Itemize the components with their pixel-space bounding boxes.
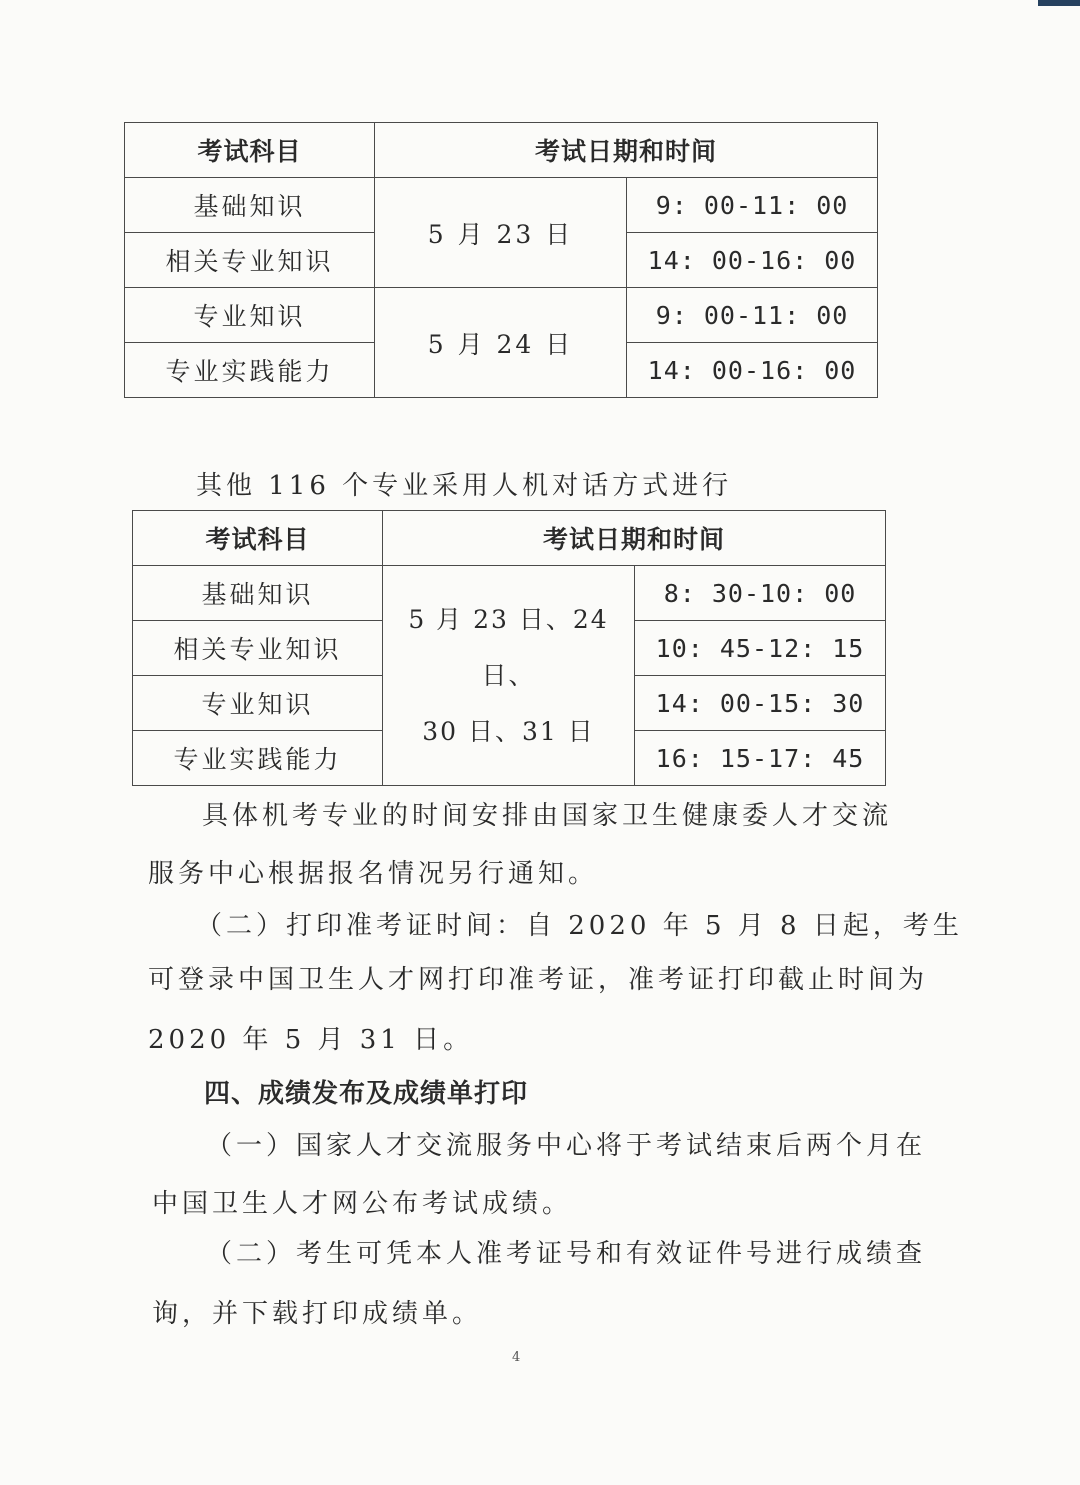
exam-schedule-table-2 bbox=[132, 510, 886, 786]
subject-cell: 专业知识 bbox=[133, 676, 383, 731]
paragraph-line: 询，并下载打印成绩单。 bbox=[152, 1299, 483, 1329]
date-line-2: 30 日、31 日 bbox=[422, 716, 595, 746]
subject-cell: 基础知识 bbox=[125, 178, 375, 233]
header-datetime: 考试日期和时间 bbox=[375, 123, 878, 178]
time-cell: 14: 00-15: 30 bbox=[635, 676, 886, 731]
subject-cell: 相关专业知识 bbox=[133, 621, 383, 676]
subject-cell: 专业知识 bbox=[125, 288, 375, 343]
paragraph-line: 2020 年 5 月 31 日。 bbox=[148, 1025, 474, 1055]
table-header-row bbox=[133, 511, 886, 566]
paragraph-line: 服务中心根据报名情况另行通知。 bbox=[148, 859, 599, 889]
section-heading: 四、成绩发布及成绩单打印 bbox=[204, 1079, 529, 1109]
time-cell: 8: 30-10: 00 bbox=[635, 566, 886, 621]
corner-mark bbox=[1038, 0, 1080, 6]
subject-cell: 专业实践能力 bbox=[133, 731, 383, 786]
subject-cell: 专业实践能力 bbox=[125, 343, 375, 398]
subject-cell: 相关专业知识 bbox=[125, 233, 375, 288]
exam-schedule-table-1 bbox=[124, 122, 878, 398]
header-datetime: 考试日期和时间 bbox=[383, 511, 886, 566]
paragraph-line: 可登录中国卫生人才网打印准考证，准考证打印截止时间为 bbox=[148, 965, 929, 995]
paragraph-line: （二）打印准考证时间：自 2020 年 5 月 8 日起，考生 bbox=[196, 911, 963, 941]
time-cell: 9: 00-11: 00 bbox=[627, 288, 878, 343]
page-number: 4 bbox=[512, 1350, 521, 1365]
date-cell: 5 月 23 日 bbox=[375, 178, 627, 288]
date-cell bbox=[383, 566, 635, 786]
time-cell: 9: 00-11: 00 bbox=[627, 178, 878, 233]
header-subject: 考试科目 bbox=[133, 511, 383, 566]
paragraph-line: （一）国家人才交流服务中心将于考试结束后两个月在 bbox=[206, 1131, 927, 1161]
time-cell: 14: 00-16: 00 bbox=[627, 343, 878, 398]
date-line-1: 5 月 23 日、24 日、 bbox=[408, 604, 609, 690]
header-subject: 考试科目 bbox=[125, 123, 375, 178]
table-row bbox=[125, 288, 878, 343]
date-cell: 5 月 24 日 bbox=[375, 288, 627, 398]
table-row bbox=[125, 178, 878, 233]
time-cell: 16: 15-17: 45 bbox=[635, 731, 886, 786]
paragraph-line: 具体机考专业的时间安排由国家卫生健康委人才交流 bbox=[202, 801, 893, 831]
table-row bbox=[133, 566, 886, 621]
table2-caption: 其他 116 个专业采用人机对话方式进行 bbox=[196, 471, 733, 501]
paragraph-line: 中国卫生人才网公布考试成绩。 bbox=[152, 1189, 573, 1219]
table-header-row bbox=[125, 123, 878, 178]
paragraph-line: （二）考生可凭本人准考证号和有效证件号进行成绩查 bbox=[206, 1239, 927, 1269]
time-cell: 10: 45-12: 15 bbox=[635, 621, 886, 676]
subject-cell: 基础知识 bbox=[133, 566, 383, 621]
time-cell: 14: 00-16: 00 bbox=[627, 233, 878, 288]
